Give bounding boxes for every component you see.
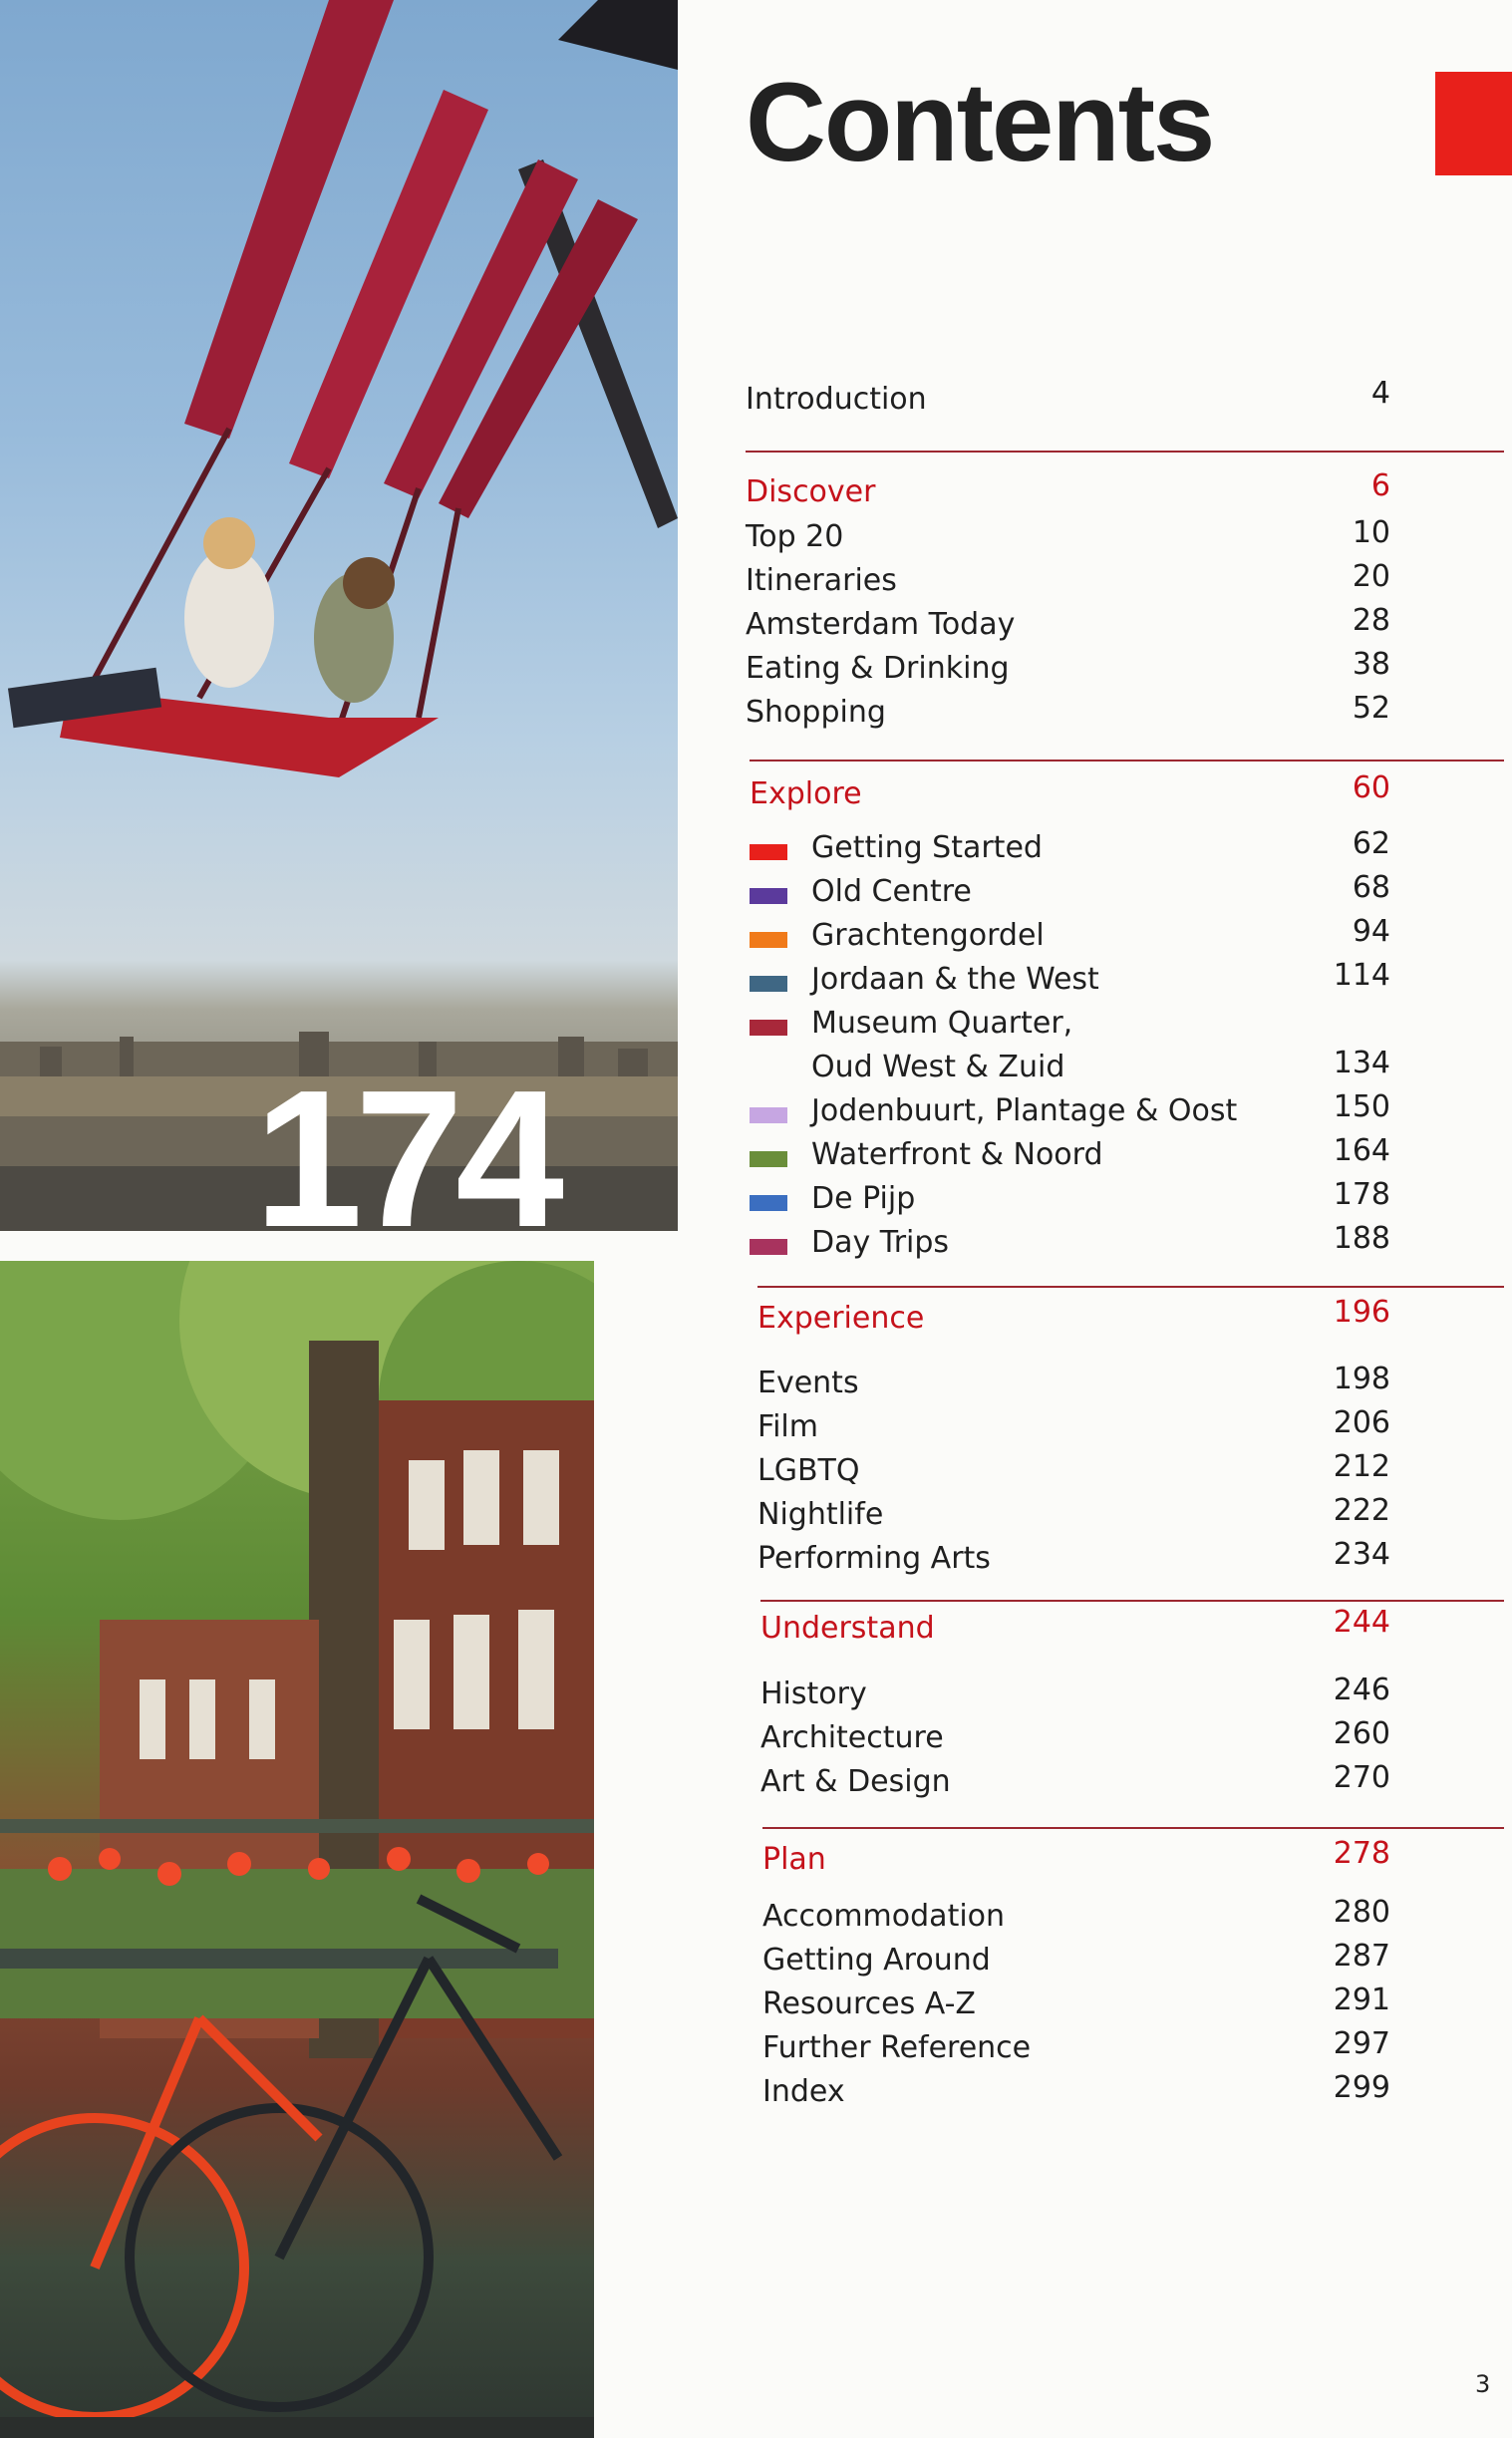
toc-link-jordaan-the-west[interactable]: Jordaan & the West [811, 962, 1099, 997]
toc-link-architecture[interactable]: Architecture [760, 1720, 944, 1755]
swing-photo [0, 0, 678, 1231]
page-folio: 3 [1475, 2370, 1491, 2398]
page-number: 4 [1370, 376, 1390, 411]
page-number: 150 [1333, 1089, 1390, 1124]
toc-link-lgbtq[interactable]: LGBTQ [757, 1453, 860, 1488]
toc-link-grachtengordel[interactable]: Grachtengordel [811, 918, 1045, 953]
page-number: 94 [1352, 914, 1390, 949]
page-number: 62 [1352, 826, 1390, 861]
toc-heading-explore[interactable]: Explore [750, 776, 862, 811]
page-number: 291 [1333, 1982, 1390, 2017]
toc-link-itineraries[interactable]: Itineraries [746, 563, 897, 598]
toc-link-getting-around[interactable]: Getting Around [762, 1943, 991, 1978]
toc-link-further-reference[interactable]: Further Reference [762, 2030, 1032, 2065]
page-number: 260 [1333, 1716, 1390, 1751]
page-number: 212 [1333, 1449, 1390, 1484]
toc-link-eating-drinking[interactable]: Eating & Drinking [746, 651, 1010, 686]
page-number: 114 [1333, 958, 1390, 993]
toc-link-getting-started[interactable]: Getting Started [811, 830, 1043, 865]
page-number: 20 [1352, 559, 1390, 594]
page-number: 196 [1333, 1295, 1390, 1330]
page-number: 270 [1333, 1760, 1390, 1795]
toc-link-film[interactable]: Film [757, 1409, 818, 1444]
page-number: 246 [1333, 1673, 1390, 1707]
section-tab-marker [1435, 72, 1512, 175]
page-number: 68 [1352, 870, 1390, 905]
page-number: 6 [1370, 468, 1390, 503]
toc-link-old-centre[interactable]: Old Centre [811, 874, 972, 909]
section-divider [746, 451, 1504, 453]
toc-link-accommodation[interactable]: Accommodation [762, 1899, 1006, 1934]
page-number: 287 [1333, 1939, 1390, 1974]
toc-link-amsterdam-today[interactable]: Amsterdam Today [746, 607, 1016, 642]
area-color-swatch [750, 976, 787, 992]
section-divider [750, 760, 1504, 762]
section-divider [762, 1827, 1504, 1829]
photo-gap [0, 1231, 594, 1261]
page-number: 178 [1333, 1177, 1390, 1212]
area-color-swatch [750, 932, 787, 948]
toc-link-introduction[interactable]: Introduction [746, 382, 927, 417]
page-number: 299 [1333, 2070, 1390, 2105]
toc-link-museum-quarter[interactable]: Museum Quarter, [811, 1006, 1073, 1041]
section-divider [757, 1286, 1504, 1288]
toc-heading-understand[interactable]: Understand [760, 1611, 935, 1646]
page-number: 244 [1333, 1605, 1390, 1640]
page-title: Contents [746, 60, 1214, 184]
toc-heading-experience[interactable]: Experience [757, 1301, 925, 1336]
area-color-swatch [750, 1239, 787, 1255]
toc-link-de-pijp[interactable]: De Pijp [811, 1181, 916, 1216]
toc-heading-plan[interactable]: Plan [762, 1842, 826, 1877]
toc-link-day-trips[interactable]: Day Trips [811, 1225, 950, 1260]
toc-link-jodenbuurt-plantage-oost[interactable]: Jodenbuurt, Plantage & Oost [811, 1093, 1238, 1128]
area-color-swatch [750, 1151, 787, 1167]
page-number: 280 [1333, 1895, 1390, 1930]
page-number: 28 [1352, 603, 1390, 638]
toc-link-nightlife[interactable]: Nightlife [757, 1497, 884, 1532]
page-number: 198 [1333, 1362, 1390, 1396]
page-number: 278 [1333, 1836, 1390, 1871]
toc-heading-discover[interactable]: Discover [746, 474, 876, 509]
swing-illustration [0, 0, 678, 1231]
toc-link-shopping[interactable]: Shopping [746, 695, 886, 730]
toc-link-oud-west-zuid[interactable]: Oud West & Zuid [811, 1050, 1065, 1084]
toc-link-index[interactable]: Index [762, 2074, 845, 2109]
page-number: 164 [1333, 1133, 1390, 1168]
area-color-swatch [750, 1020, 787, 1036]
toc-link-resources-a-z[interactable]: Resources A-Z [762, 1986, 976, 2021]
page-number: 234 [1333, 1537, 1390, 1572]
page-number: 52 [1352, 691, 1390, 726]
section-divider [760, 1600, 1504, 1602]
page-number: 38 [1352, 647, 1390, 682]
toc-link-events[interactable]: Events [757, 1366, 859, 1400]
page-number: 297 [1333, 2026, 1390, 2061]
area-color-swatch [750, 888, 787, 904]
page-number: 222 [1333, 1493, 1390, 1528]
canal-bikes-photo [0, 1261, 594, 2438]
page-number: 134 [1333, 1046, 1390, 1080]
area-color-swatch [750, 844, 787, 860]
canal-bikes-illustration [0, 1261, 594, 2438]
area-color-swatch [750, 1195, 787, 1211]
toc-link-art-design[interactable]: Art & Design [760, 1764, 951, 1799]
page-number: 206 [1333, 1405, 1390, 1440]
area-color-swatch [750, 1107, 787, 1123]
toc-link-performing-arts[interactable]: Performing Arts [757, 1541, 991, 1576]
page-number: 10 [1352, 515, 1390, 550]
toc-link-waterfront-noord[interactable]: Waterfront & Noord [811, 1137, 1103, 1172]
page-callout-number: 174 [254, 1050, 557, 1231]
toc-link-top-20[interactable]: Top 20 [746, 519, 844, 554]
toc-link-history[interactable]: History [760, 1676, 867, 1711]
page-number: 60 [1352, 770, 1390, 805]
page-number: 188 [1333, 1221, 1390, 1256]
